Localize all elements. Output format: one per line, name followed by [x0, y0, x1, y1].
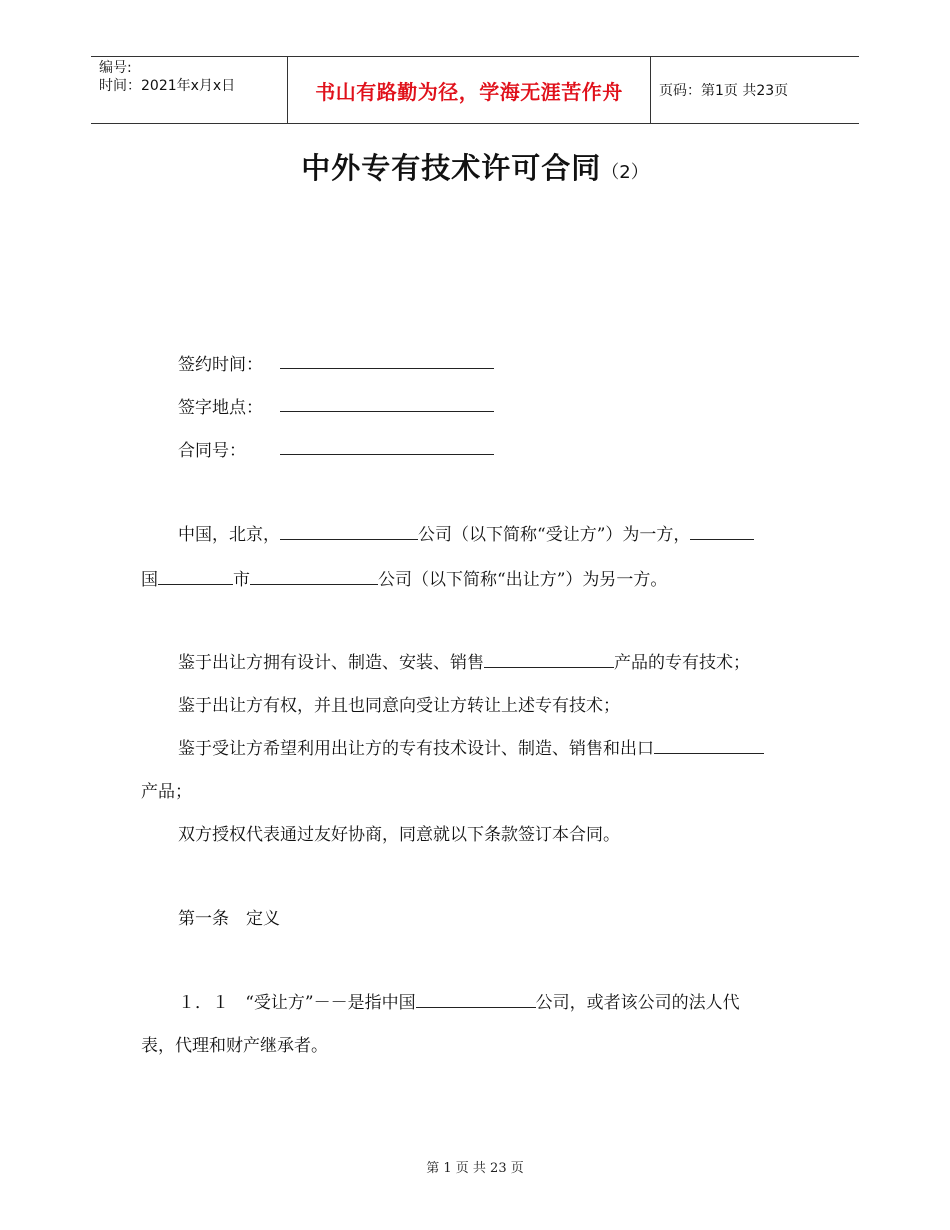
blank-field: [416, 989, 536, 1008]
blank-field: [158, 566, 233, 585]
blank-field: [484, 649, 614, 668]
definition-1-1-cont: 表，代理和财产继承者。: [141, 1036, 328, 1056]
blank-field: [654, 735, 764, 754]
whereas-3-cont: 产品；: [141, 782, 192, 802]
contract-number-blank: [280, 454, 494, 455]
page-title: [0, 146, 950, 187]
parties-line-2: 国 市 公司（以下简称“出让方”）为另一方。: [141, 565, 667, 590]
definition-number: １．１: [178, 993, 229, 1013]
parties-line-1: 中国，北京， 公司（以下简称“受让方”）为一方，: [178, 520, 754, 545]
definition-1-1: １．１ “受让方”－－是指中国 公司，或者该公司的法人代: [178, 988, 740, 1013]
header-motto: 书山有路勤为径，学海无涯苦作舟: [287, 57, 651, 123]
blank-field: [250, 566, 378, 585]
title-suffix: （2）: [601, 162, 649, 183]
document-header: [91, 56, 859, 124]
whereas-3: 鉴于受让方希望利用出让方的专有技术设计、制造、销售和出口: [178, 734, 764, 759]
signing-time-label: 签约时间：: [178, 355, 263, 375]
header-page-info: 页码：第1页 共23页: [659, 83, 789, 99]
signing-place-blank: [280, 411, 494, 412]
whereas-2: 鉴于出让方有权，并且也同意向受让方转让上述专有技术；: [178, 696, 620, 716]
blank-field: [280, 521, 418, 540]
document-time: 时间：2021年x月x日: [99, 78, 236, 94]
title-main: 中外专有技术许可合同: [301, 151, 602, 185]
blank-field: [690, 521, 754, 540]
signing-time-blank: [280, 368, 494, 369]
header-meta: [99, 59, 235, 95]
signing-place-label: 签字地点：: [178, 398, 263, 418]
page-footer: 第 1 页 共 23 页: [426, 1161, 524, 1176]
contract-number-label: 合同号：: [178, 441, 246, 461]
document-number-label: 编号:: [99, 60, 132, 76]
whereas-1: 鉴于出让方拥有设计、制造、安装、销售 产品的专有技术；: [178, 648, 750, 673]
article-1-heading: 第一条 定义: [178, 909, 280, 929]
whereas-4: 双方授权代表通过友好协商，同意就以下条款签订本合同。: [178, 825, 620, 845]
